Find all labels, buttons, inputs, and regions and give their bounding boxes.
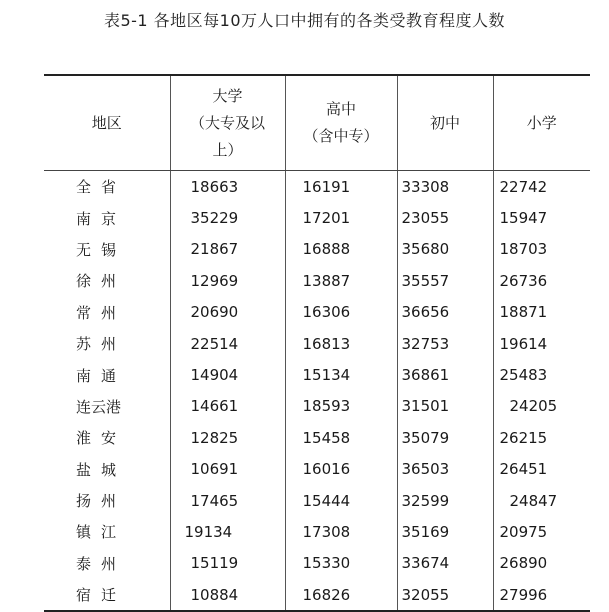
middle-school-cell: 36861 (397, 359, 493, 390)
university-cell: 14661 (170, 391, 285, 422)
table-row (44, 234, 590, 265)
table-header (44, 75, 590, 171)
table-row (44, 391, 590, 422)
table-row (44, 579, 590, 611)
middle-school-cell: 31501 (397, 391, 493, 422)
high-school-cell: 16826 (285, 579, 397, 611)
university-cell: 12825 (170, 422, 285, 453)
region-cell: 南京 (76, 209, 127, 228)
table-row (44, 485, 590, 516)
high-school-cell: 16306 (285, 297, 397, 328)
table-row (44, 422, 590, 453)
university-cell: 15119 (170, 548, 285, 579)
high-school-cell: 16191 (285, 171, 397, 203)
header-university-line: （大专及以 (189, 113, 265, 132)
header-primary-school: 小学 (493, 75, 590, 171)
header-region: 地区 (44, 75, 170, 171)
table-row (44, 359, 590, 390)
primary-school-cell: 27996 (493, 579, 590, 611)
middle-school-cell: 35557 (397, 265, 493, 296)
table-title: 表5-1 各地区每10万人口中拥有的各类受教育程度人数 (103, 11, 506, 30)
high-school-cell: 15458 (285, 422, 397, 453)
primary-school-cell: 24205 (493, 391, 590, 422)
high-school-cell: 13887 (285, 265, 397, 296)
primary-school-cell: 22742 (493, 171, 590, 203)
header-high-line: （含中专） (303, 127, 379, 145)
header-high-line: 高中 (325, 100, 356, 118)
university-cell: 20690 (170, 297, 285, 328)
high-school-cell: 15330 (285, 548, 397, 579)
primary-school-cell: 19614 (493, 328, 590, 359)
table-row (44, 202, 590, 233)
high-school-cell: 15134 (285, 359, 397, 390)
region-cell: 常州 (76, 303, 127, 322)
table-row (44, 297, 590, 328)
university-cell: 12969 (170, 265, 285, 296)
header-university-line: 大学 (212, 86, 243, 105)
region-cell: 镇江 (76, 523, 127, 542)
primary-school-cell: 26451 (493, 454, 590, 485)
region-cell: 无锡 (76, 240, 127, 259)
middle-school-cell: 23055 (397, 202, 493, 233)
region-cell: 连云港 (76, 397, 122, 416)
primary-school-cell: 26890 (493, 548, 590, 579)
primary-school-cell: 25483 (493, 359, 590, 390)
region-cell: 南通 (76, 366, 127, 385)
primary-school-cell: 24847 (493, 485, 590, 516)
region-cell: 苏州 (76, 335, 127, 354)
university-cell: 10691 (170, 454, 285, 485)
table-body (44, 171, 590, 612)
region-cell: 淮安 (76, 429, 127, 448)
university-cell: 17465 (170, 485, 285, 516)
table-row (44, 548, 590, 579)
region-cell: 盐城 (76, 460, 127, 479)
high-school-cell: 18593 (285, 391, 397, 422)
university-cell: 35229 (170, 202, 285, 233)
header-middle-school: 初中 (397, 75, 493, 171)
high-school-cell: 16813 (285, 328, 397, 359)
middle-school-cell: 35169 (397, 516, 493, 547)
university-cell: 14904 (170, 359, 285, 390)
high-school-cell: 17308 (285, 516, 397, 547)
table-row (44, 328, 590, 359)
table-row (44, 171, 590, 203)
middle-school-cell: 33308 (397, 171, 493, 203)
university-cell: 10884 (170, 579, 285, 611)
table-row (44, 265, 590, 296)
middle-school-cell: 36503 (397, 454, 493, 485)
region-cell: 扬州 (76, 492, 127, 511)
primary-school-cell: 15947 (493, 202, 590, 233)
table-row (44, 454, 590, 485)
header-university (170, 75, 285, 171)
region-cell: 宿迁 (44, 579, 170, 611)
primary-school-cell: 18703 (493, 234, 590, 265)
header-university-line: 上） (212, 140, 243, 159)
region-cell: 全省 (76, 178, 127, 197)
middle-school-cell: 32599 (397, 485, 493, 516)
header-high-school (285, 75, 397, 171)
high-school-cell: 16888 (285, 234, 397, 265)
middle-school-cell: 33674 (397, 548, 493, 579)
university-cell: 21867 (170, 234, 285, 265)
university-cell: 18663 (170, 171, 285, 203)
middle-school-cell: 35079 (397, 422, 493, 453)
primary-school-cell: 18871 (493, 297, 590, 328)
middle-school-cell: 32753 (397, 328, 493, 359)
middle-school-cell: 32055 (397, 579, 493, 611)
university-cell: 19134 (170, 516, 285, 547)
high-school-cell: 17201 (285, 202, 397, 233)
primary-school-cell: 26215 (493, 422, 590, 453)
table-row (44, 516, 590, 547)
region-cell: 泰州 (76, 554, 127, 573)
high-school-cell: 15444 (285, 485, 397, 516)
middle-school-cell: 35680 (397, 234, 493, 265)
middle-school-cell: 36656 (397, 297, 493, 328)
region-cell: 徐州 (76, 272, 127, 291)
high-school-cell: 16016 (285, 454, 397, 485)
university-cell: 22514 (170, 328, 285, 359)
primary-school-cell: 26736 (493, 265, 590, 296)
education-stats-table (44, 74, 590, 612)
primary-school-cell: 20975 (493, 516, 590, 547)
